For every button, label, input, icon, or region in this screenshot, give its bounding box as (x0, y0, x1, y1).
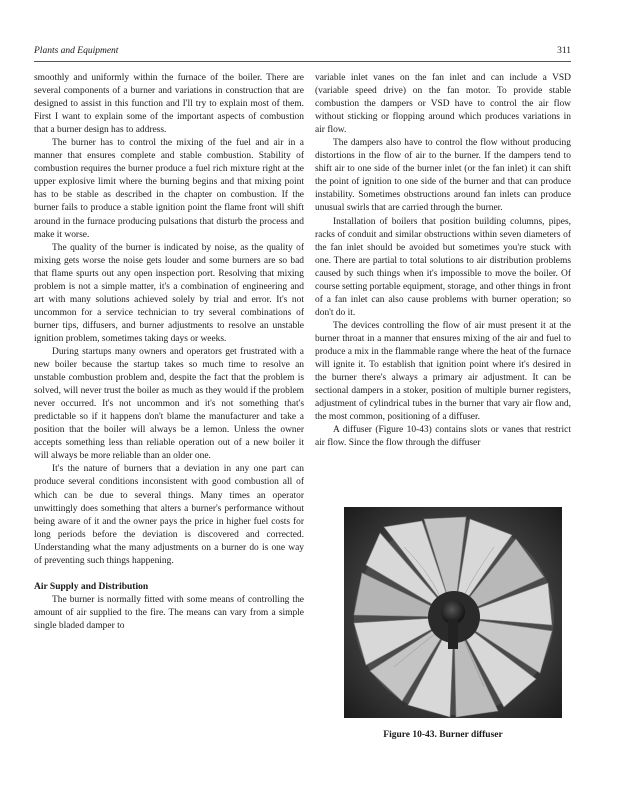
header-rule (34, 61, 571, 62)
running-title: Plants and Equipment (34, 46, 119, 56)
paragraph: The burner is normally fitted with some means of controlling the amount of air supplied to the fire. The means can vary from a simple single bladed damper to (34, 594, 304, 631)
paragraph: It's the nature of burners that a deviation in any one part can produce several conditions inconsistent with good combustion all of which can be due to several things. Many times an operator unwittingly does something that alters a burner's performance without being aware of it and the owner pays the price in higher fuel costs for long periods before the deviation is discovered and corrected. Understanding what the many adjustments on a burner do is one way of preventing such things happening. (34, 464, 304, 566)
section-heading: Air Supply and Distribution (34, 581, 149, 592)
paragraph: The quality of the burner is indicated by noise, as the quality of mixing gets worse the noise gets louder and some burners are so bad that flame spurts out any open inspection port. Resolving that mixing problem is not a simple matter, it's a combination of engineering and art with many solutions achieved solely by trial and error. It's not uncommon for a service technician to try several combinations of burner tips, diffusers, and burner adjustments to resolve an unstable ignition problem, sometimes taking days or weeks. (34, 242, 304, 344)
paragraph: variable inlet vanes on the fan inlet and can include a VSD (variable speed drive) on the fan motor. To provide stable combustion the dampers or VSD have to control the air flow without sticking or flopping around which produces variations in air flow. (315, 73, 571, 136)
page-number: 311 (557, 46, 571, 56)
burner-diffuser-photo (344, 507, 562, 718)
paragraph: The burner has to control the mixing of the fuel and air in a manner that ensures complete and stable combustion. Stability of combustion requires the burner produce a fuel rich mixture right at the upper explosive limit where the burning begins and that mixing point has to be stable as described in the chapter on combustion. If the burner fails to produce a stable ignition point the flame front will shift around in the furnace producing pulsations that disturb the process and make it worse. (34, 138, 304, 240)
figure-caption: Figure 10-43. Burner diffuser (383, 730, 503, 740)
diffuser-illustration (344, 507, 562, 718)
paragraph: Installation of boilers that position building columns, pipes, racks of conduit and similar obstructions within seven diameters of the fan inlet should be avoided but sometimes you're stuck with one. There are partial to total solutions to air distribution problems caused by such things when it's impossible to move the boiler. Of course setting portable equipment, storage, and other things in front of a fan inlet can also cause problems with burner operation; so don't do it. (315, 216, 571, 318)
paragraph: The devices controlling the flow of air must present it at the burner throat in a manner that ensures mixing of the air and fuel to produce a mix in the flammable range where the heat of the furnace will ignite it. To establish that ignition point where it's desired in the burner there's always a primary air adjustment. It can be sectional dampers in a stoker, position of multiple burner registers, adjustment of cylindrical tubes in the burner that vary air flow and, the most common, positioning of a diffuser. (315, 320, 571, 423)
right-column (315, 72, 571, 450)
running-header (34, 46, 571, 60)
paragraph: smoothly and uniformly within the furnace of the boiler. There are several components of a burner and variations in construction that are designed to assist in this function and I'll try to explain most of them. First I want to explain some of the important aspects of combustion that a burner design has to address. (34, 73, 304, 136)
paragraph: During startups many owners and operators get frustrated with a new boiler because the startup takes so much time to resolve an unstable combustion problem and, despite the fact that the problem is solved, will never trust the boiler as much as they would if the problem never occurred. It's not uncommon and it's not something that's predictable so if it happens don't blame the manufacturer and take a position that the boiler will always be a lemon. Unless the owner accepts something less than reliable operation out of a new boiler it will always be more reliable than an older one. (34, 346, 304, 462)
paragraph: A diffuser (Figure 10-43) contains slots or vanes that restrict air flow. Since the flow through the diffuser (315, 425, 571, 449)
paragraph: The dampers also have to control the flow without producing distortions in the flow of air to the burner. If the dampers tend to shift air to one side of the burner inlet (or the fan inlet) it can shift the point of ignition to one side of the burner and that can produce instability. Sometimes obstructions around fan inlets can produce unusual swirls that are carried through the burner. (315, 138, 571, 214)
left-column (34, 72, 304, 633)
